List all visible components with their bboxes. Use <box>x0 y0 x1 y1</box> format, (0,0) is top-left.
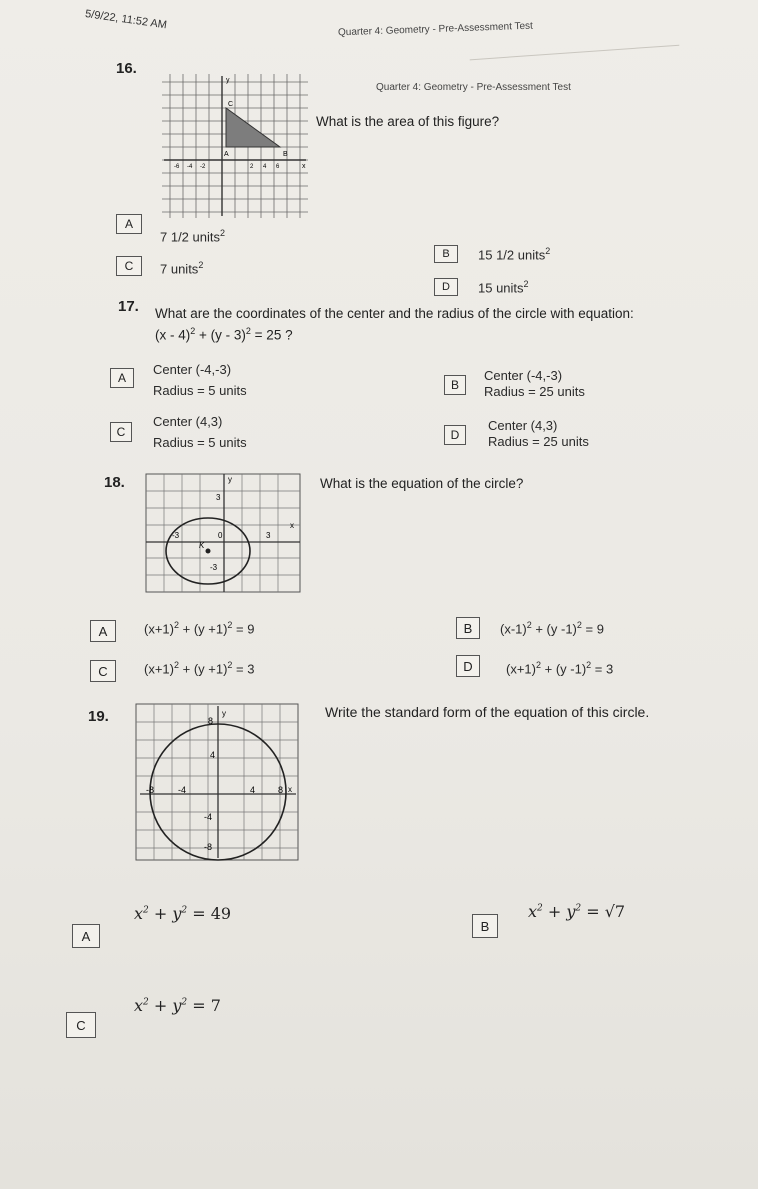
q18-number: 18. <box>104 474 125 491</box>
q19-tick-x4: 4 <box>250 785 256 795</box>
q19-tick-y4: 4 <box>210 750 216 760</box>
q18-question: What is the equation of the circle? <box>320 476 524 491</box>
q18-d-p2: + (y -1) <box>541 661 587 677</box>
q19-axis-x: x <box>288 785 292 794</box>
q17-eq-part2: + (y - 3) <box>195 327 246 343</box>
q18-d-e2: 2 <box>586 660 592 670</box>
q16-tick-neg6: -6 <box>174 164 180 170</box>
q19-option-a-text[interactable] <box>134 904 231 923</box>
q16-option-b-box[interactable]: B <box>434 245 458 263</box>
q16-option-d-text[interactable] <box>478 279 529 295</box>
q17-option-b-center[interactable]: Center (-4,-3) <box>484 368 563 383</box>
header-title: Quarter 4: Geometry - Pre-Assessment Test <box>337 20 534 39</box>
q19-c-x: x <box>134 996 144 1015</box>
q19-option-b-text[interactable] <box>528 902 625 921</box>
q18-a-p3: = 9 <box>232 621 255 637</box>
q16-graph <box>160 70 310 220</box>
q19-tick-xn4: -4 <box>178 785 187 795</box>
q18-option-c-box[interactable]: C <box>90 660 116 682</box>
q19-tick-y8: 8 <box>208 716 214 726</box>
q16-option-d-label: 15 units <box>478 280 524 296</box>
q16-option-a-sup: 2 <box>220 228 226 238</box>
q19-c-y: + y <box>148 996 182 1015</box>
q17-option-a-center[interactable]: Center (-4,-3) <box>153 362 232 377</box>
q16-question: What is the area of this figure? <box>316 114 500 129</box>
q18-d-p3: = 3 <box>591 661 614 677</box>
q17-equation <box>155 326 293 343</box>
q18-b-p3: = 9 <box>581 621 604 637</box>
q18-option-a-box[interactable]: A <box>90 620 116 642</box>
q19-tick-x8: 8 <box>278 785 284 795</box>
q17-eq-part1: (x - 4) <box>155 327 191 343</box>
q18-option-a-text[interactable] <box>144 620 254 636</box>
q19-graph <box>134 702 300 862</box>
q18-axis-x: x <box>290 521 294 530</box>
q16-option-c-box[interactable]: C <box>116 256 142 276</box>
q16-option-c-text[interactable] <box>160 260 203 276</box>
q19-a-x: x <box>134 904 144 923</box>
q19-c-e2: 2 <box>181 997 188 1008</box>
q16-tick-2: 2 <box>250 164 254 170</box>
q18-d-e1: 2 <box>535 660 541 670</box>
q19-a-y: + y <box>148 904 182 923</box>
q18-c-p2: + (y +1) <box>179 661 228 677</box>
q18-graph <box>144 472 302 594</box>
q16-option-a-box[interactable]: A <box>116 214 142 234</box>
q18-option-d-box[interactable]: D <box>456 655 480 677</box>
q19-option-c-text[interactable] <box>134 996 221 1015</box>
q19-tick-xn8: -8 <box>146 785 155 795</box>
q19-axis-y: y <box>222 709 226 718</box>
q16-option-a-text[interactable] <box>160 228 225 244</box>
q16-option-c-label: 7 units <box>160 261 199 277</box>
q16-tick-6: 6 <box>276 164 280 170</box>
q16-option-d-sup: 2 <box>523 279 529 289</box>
q17-question: What are the coordinates of the center and the radius of the circle with equation: <box>155 306 634 321</box>
q19-b-e2: 2 <box>575 903 582 914</box>
q16-inner-title: Quarter 4: Geometry - Pre-Assessment Test <box>376 82 571 93</box>
q19-number: 19. <box>88 708 109 725</box>
q19-option-b-box[interactable]: B <box>472 914 498 938</box>
q18-tick-xn3: -3 <box>172 531 180 540</box>
q17-eq-part3: = 25 ? <box>250 327 293 343</box>
q18-b-e1: 2 <box>526 620 532 630</box>
q17-option-c-center[interactable]: Center (4,3) <box>153 414 223 429</box>
q16-option-b-sup: 2 <box>545 246 551 256</box>
q18-tick-origin: 0 <box>218 531 223 540</box>
q18-b-p1: (x-1) <box>500 621 527 637</box>
q16-label-c: C <box>228 101 234 108</box>
q19-b-rhs: = √7 <box>581 902 626 921</box>
q19-c-rhs: = 7 <box>187 996 221 1015</box>
q16-option-d-box[interactable]: D <box>434 278 458 296</box>
q17-option-d-radius[interactable]: Radius = 25 units <box>488 434 589 449</box>
q16-option-c-sup: 2 <box>198 260 204 270</box>
q17-option-d-center[interactable]: Center (4,3) <box>488 418 558 433</box>
q19-a-e2: 2 <box>181 905 188 916</box>
q19-c-e1: 2 <box>143 997 149 1008</box>
q18-d-p1: (x+1) <box>506 661 536 677</box>
q16-label-a: A <box>224 151 229 158</box>
q17-option-b-radius[interactable]: Radius = 25 units <box>484 384 585 399</box>
q18-tick-x3: 3 <box>266 531 271 540</box>
q19-question: Write the standard form of the equation of this circle. <box>325 704 650 720</box>
q17-option-b-box[interactable]: B <box>444 375 466 395</box>
q16-option-b-text[interactable] <box>478 246 550 262</box>
q17-option-a-box[interactable]: A <box>110 368 134 388</box>
q17-option-d-box[interactable]: D <box>444 425 466 445</box>
q17-eq-exp1: 2 <box>190 326 196 336</box>
q17-number: 17. <box>118 298 139 315</box>
q16-axis-y: y <box>226 77 230 84</box>
q18-b-p2: + (y -1) <box>531 621 577 637</box>
q18-c-p3: = 3 <box>232 661 255 677</box>
q17-eq-exp2: 2 <box>245 326 251 336</box>
q16-tick-4: 4 <box>263 164 267 170</box>
q19-a-rhs: = 49 <box>187 904 232 923</box>
timestamp: 5/9/22, 11:52 AM <box>84 8 168 32</box>
q18-tick-yn3: -3 <box>210 563 218 572</box>
q19-tick-yn4: -4 <box>204 812 213 822</box>
q16-option-b-label: 15 1/2 units <box>478 247 546 263</box>
q19-tick-yn8: -8 <box>204 842 213 852</box>
q16-tick-neg4: -4 <box>187 164 193 170</box>
q18-axis-y: y <box>228 475 232 484</box>
q18-c-e2: 2 <box>227 660 233 670</box>
q18-option-b-box[interactable]: B <box>456 617 480 639</box>
q18-a-p2: + (y +1) <box>179 621 228 637</box>
q17-option-a-radius[interactable]: Radius = 5 units <box>153 383 247 398</box>
q19-b-x: x <box>528 902 538 921</box>
q16-number: 16. <box>116 60 137 77</box>
q18-a-p1: (x+1) <box>144 621 174 637</box>
q19-b-y: + y <box>542 902 576 921</box>
q17-option-c-box[interactable]: C <box>110 422 132 442</box>
q18-b-e2: 2 <box>576 620 582 630</box>
q18-c-e1: 2 <box>173 660 179 670</box>
q17-option-c-radius[interactable]: Radius = 5 units <box>153 435 247 450</box>
q18-a-e2: 2 <box>227 620 233 630</box>
q18-option-d-text[interactable] <box>506 660 613 676</box>
q16-tick-neg2: -2 <box>200 164 206 170</box>
q18-label-k: K <box>199 541 205 550</box>
q18-option-c-text[interactable] <box>144 660 254 676</box>
q18-a-e1: 2 <box>173 620 179 630</box>
q16-option-a-label: 7 1/2 units <box>160 229 220 245</box>
q16-label-b: B <box>283 151 288 158</box>
q18-option-b-text[interactable] <box>500 620 604 636</box>
q19-b-e1: 2 <box>537 903 543 914</box>
q19-option-c-box[interactable]: C <box>66 1012 96 1038</box>
q18-tick-y3: 3 <box>216 493 221 502</box>
q18-c-p1: (x+1) <box>144 661 174 677</box>
q19-a-e1: 2 <box>143 905 149 916</box>
q16-axis-x: x <box>302 163 306 170</box>
q19-option-a-box[interactable]: A <box>72 924 100 948</box>
